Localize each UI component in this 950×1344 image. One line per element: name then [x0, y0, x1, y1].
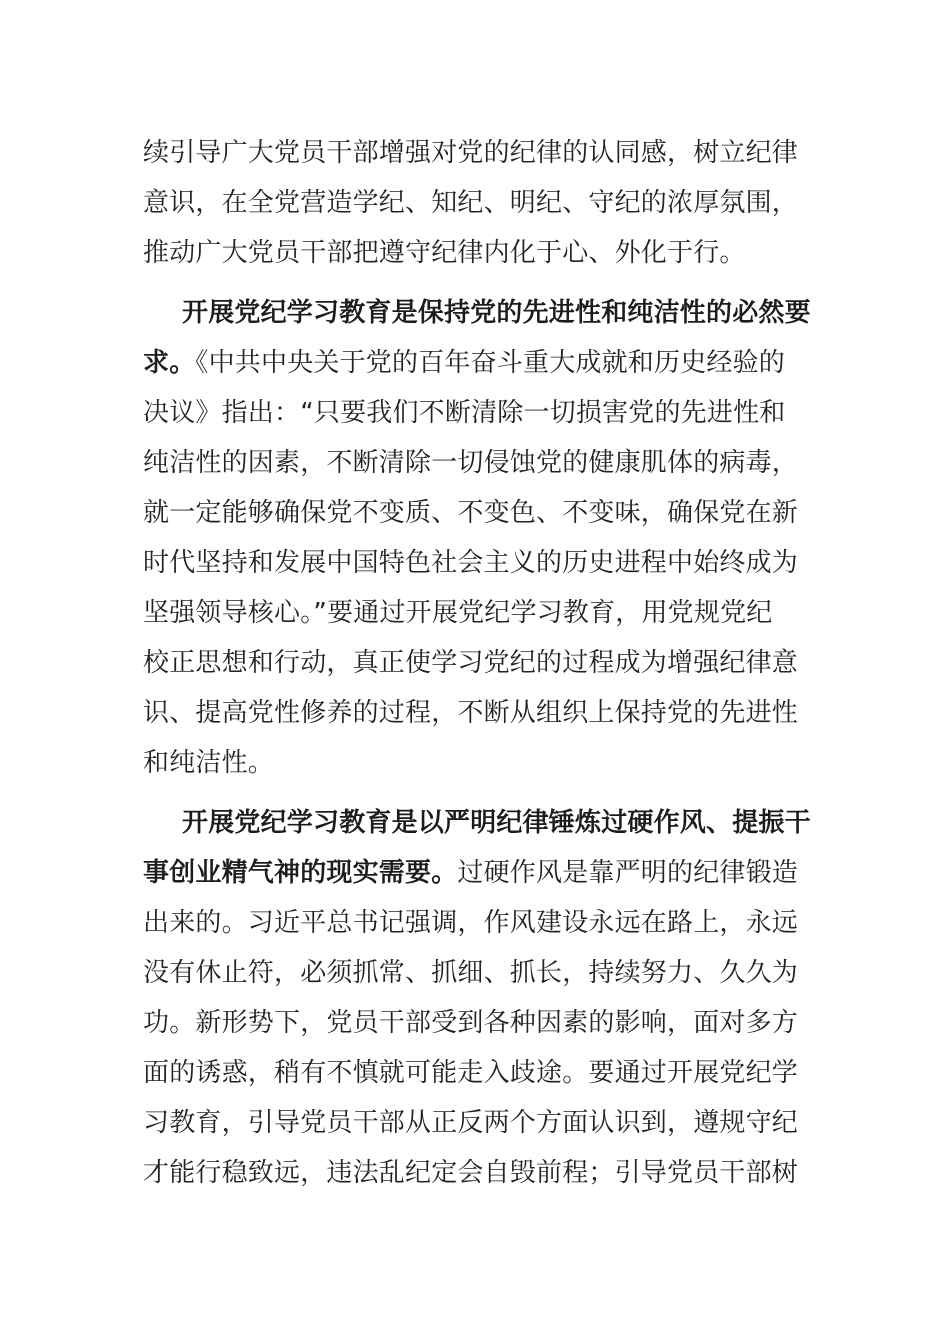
- text-line: 面的诱惑，稍有不慎就可能走入歧途。要通过开展党纪学: [143, 1058, 799, 1088]
- text-line: [143, 848, 813, 898]
- text-span: 《中共中央关于党的百年奋斗重大成就和历史经验的: [195, 348, 786, 378]
- text-line: 时代坚持和发展中国特色社会主义的历史进程中始终成为: [143, 548, 799, 578]
- text-line: 意识，在全党营造学纪、知纪、明纪、守纪的浓厚氛围，: [143, 188, 799, 218]
- text-line: 推动广大党员干部把遵守纪律内化于心、外化于行。: [143, 238, 746, 268]
- paragraph-heading: 开展党纪学习教育是保持党的先进性和纯洁性的必然要: [182, 298, 811, 328]
- paragraph-heading: 开展党纪学习教育是以严明纪律锤炼过硬作风、提振干: [182, 808, 811, 838]
- text-line: 没有休止符，必须抓常、抓细、抓长，持续努力、久久为: [143, 958, 799, 988]
- text-line: 校正思想和行动，真正使学习党纪的过程成为增强纪律意: [143, 648, 799, 678]
- text-line: 续引导广大党员干部增强对党的纪律的认同感，树立纪律: [143, 138, 799, 168]
- text-line: 决议》指出：“只要我们不断清除一切损害党的先进性和: [143, 398, 786, 428]
- text-line: 纯洁性的因素，不断清除一切侵蚀党的健康肌体的病毒，: [143, 448, 799, 478]
- paragraph-heading-end: 求。: [143, 348, 196, 378]
- text-line: 就一定能够确保党不变质、不变色、不变味，确保党在新: [143, 498, 799, 528]
- text-line: 出来的。习近平总书记强调，作风建设永远在路上，永远: [143, 908, 799, 938]
- text-line: 识、提高党性修养的过程，不断从组织上保持党的先进性: [143, 698, 799, 728]
- text-line: [143, 338, 813, 388]
- text-span: 过硬作风是靠严明的纪律锻造: [457, 858, 799, 888]
- text-line: 坚强领导核心。”要通过开展党纪学习教育，用党规党纪: [143, 598, 773, 628]
- text-line: 才能行稳致远，违法乱纪定会自毁前程；引导党员干部树: [143, 1158, 799, 1188]
- paragraph-heading-end: 事创业精气神的现实需要。: [143, 858, 458, 888]
- text-line: 功。新形势下，党员干部受到各种因素的影响，面对多方: [143, 1008, 799, 1038]
- text-line: 和纯洁性。: [143, 748, 275, 778]
- text-line: 习教育，引导党员干部从正反两个方面认识到，遵规守纪: [143, 1108, 799, 1138]
